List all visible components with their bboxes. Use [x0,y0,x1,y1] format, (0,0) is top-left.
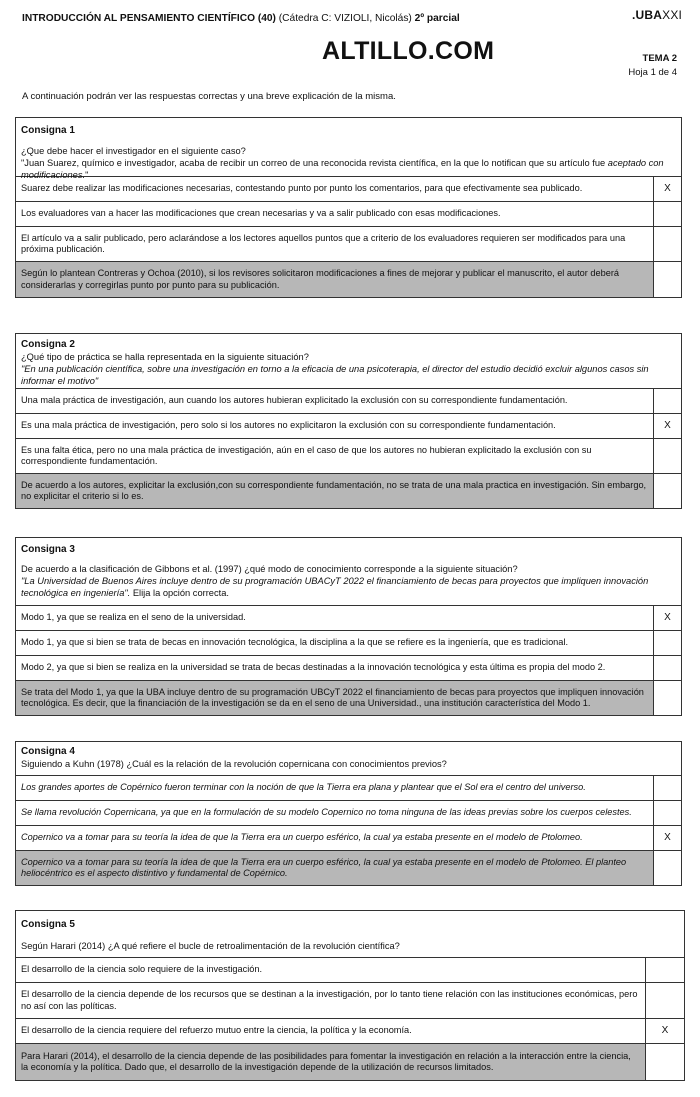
question-header [16,334,681,389]
answer-mark [654,656,681,680]
option-text: Copernico va a tomar para su teoría la idea de que la Tierra era un cuerpo esférico, la cual ya estaba presente en el modelo de Ptolomeo. [16,826,654,850]
question-header [16,118,681,180]
question-header [16,742,681,776]
answer-option [16,202,681,227]
option-text: El desarrollo de la ciencia solo requiere de la investigación. [16,958,646,982]
course-chair: (Cátedra C: VIZIOLI, Nicolás) [275,13,415,24]
answer-mark: X [664,420,671,432]
case-text-italic: aceptado con modificaciones. [21,158,664,180]
explanation-blank-cell [654,851,681,885]
case-text-italic: "La Universidad de Buenos Aires incluye dentro de su programación UBACyT 2022 el financiamiento de becas para proyectos que impliquen innovación tecnológica en ingeniería". [21,576,649,598]
consigna-1 [15,117,682,298]
explanation-text: Copernico va a tomar para su teoría la idea de que la Tierra era un cuerpo esférico, la cual ya estaba presente en el modelo de Ptolomeo. El planteo heliocéntrico es el aspecto distintivo y fundamental de Copérnico. [16,851,654,885]
question-text: ¿Que debe hacer el investigador en el siguiente caso? [21,146,246,156]
course-name: INTRODUCCIÓN AL PENSAMIENTO CIENTÍFICO (40) [22,13,276,24]
option-text: El artículo va a salir publicado, pero aclarándose a los lectores aquellos puntos que a criterio de los evaluadores requieren ser modificados para una próxima publicación. [16,227,654,261]
answer-mark [654,776,681,800]
answer-mark: X [664,832,671,844]
answer-mark: X [661,1025,669,1037]
answer-option [16,776,681,801]
explanation-text: Para Harari (2014), el desarrollo de la ciencia depende de las posibilidades para fomentar la investigación en relación a la interacción entre la ciencia, la economía y la política. Dado que, el desarrollo de la investigación depende de la utilización de recursos limitados. [16,1044,646,1080]
explanation-row [16,262,681,297]
question-title: Consigna 3 [21,544,75,555]
case-text-plain: "Juan Suarez, químico e investigador, acaba de recibir un correo de una reconocida revista científica, en la que lo notifican que su artículo fue [21,158,608,168]
option-text: Modo 2, ya que si bien se realiza en la universidad se trata de becas destinadas a la innovación tecnológica y esta última es propia del modo 2. [16,656,654,680]
explanation-blank-cell [654,681,681,715]
question-text: ¿Qué tipo de práctica se halla representada en la siguiente situación? [21,352,309,362]
answer-option [16,656,681,681]
case-text-end: " [85,170,89,180]
site-logo: ALTILLO.COM [322,37,495,65]
option-text: Modo 1, ya que si bien se trata de becas en innovación tecnológica, la disciplina a la que se refiere es la ingeniería, que es tradicional. [16,631,654,655]
case-text: "En una publicación científica, sobre una investigación en torno a la eficacia de una psicoterapia, el director del estudio decidió excluir algunos casos sin informar el motivo" [21,364,649,386]
question-text: Según Harari (2014) ¿A qué refiere el bucle de retroalimentación de la revolución científica? [21,941,400,951]
answer-mark: X [664,612,671,624]
tema-label: TEMA 2 [642,53,677,64]
option-text: Los evaluadores van a hacer las modificaciones que crean necesarias y va a salir publicado con esas modificaciones. [16,202,654,226]
explanation-text: Se trata del Modo 1, ya que la UBA incluye dentro de su programación UBCyT 2022 el financiamiento de becas para proyectos que impliquen innovación tecnológica. Es decir, que la financiación de la investigación se da en el seno de una Universidad., una institución característica del Modo 1. [16,681,654,715]
answer-option [16,1019,684,1044]
option-text: Se llama revolución Copernicana, ya que en la formulación de su modelo Copernico no toma ninguna de las ideas previas sobre los cuerpos celestes. [16,801,654,825]
case-text-end: Elija la opción correcta. [130,588,229,598]
exam-type: 2º parcial [414,13,460,24]
answer-option [16,414,681,439]
explanation-text: De acuerdo a los autores, explicitar la exclusión,con su correspondiente fundamentación, no se trata de una mala practica en investigación. Sin embargo, no explicitar el criterio si lo es. [16,474,654,508]
answer-mark [654,631,681,655]
answer-mark [646,958,684,982]
question-title: Consigna 2 [21,339,75,350]
consigna-3 [15,537,682,716]
question-title: Consigna 5 [21,919,75,930]
question-header [16,911,684,958]
page-header [0,0,700,110]
answer-option [16,801,681,826]
explanation-row [16,681,681,715]
intro-text: A continuación podrán ver las respuestas correctas y una breve explicación de la misma. [22,91,396,102]
consigna-5 [15,910,685,1081]
explanation-blank-cell [646,1044,684,1080]
option-text: Suarez debe realizar las modificaciones necesarias, contestando punto por punto los comentarios, para que efectivamente sea publicado. [16,177,654,201]
question-text: Siguiendo a Kuhn (1978) ¿Cuál es la relación de la revolución copernicana con conocimientos previos? [21,759,447,769]
option-text: Una mala práctica de investigación, aun cuando los autores hubieran explicitado la exclusión con su correspondiente fundamentación. [16,389,654,413]
answer-option [16,606,681,631]
answer-mark [654,227,681,261]
explanation-text: Según lo plantean Contreras y Ochoa (2010), si los revisores solicitaron modificaciones a fines de mejorar y publicar el manuscrito, el autor deberá considerarlas y corregirlas punto por punto para su publicación. [16,262,654,297]
answer-option [16,958,684,983]
question-title: Consigna 4 [21,746,75,757]
answer-mark: X [664,183,671,195]
consigna-4 [15,741,682,886]
uba-logo-suffix: XXI [662,8,683,22]
answer-mark [654,439,681,473]
uba-logo-text: .UBA [632,8,663,22]
answer-option [16,177,681,202]
answer-option [16,631,681,656]
answer-option [16,389,681,414]
explanation-row [16,474,681,508]
answer-option [16,826,681,851]
answer-mark [646,983,684,1018]
option-text: Es una falta ética, pero no una mala práctica de investigación, aún en el caso de que los autores no hubieran explicitado la exclusión con su correspondiente fundamentación. [16,439,654,473]
option-text: Los grandes aportes de Copérnico fueron terminar con la noción de que la Tierra era plana y plantear que el Sol era el centro del universo. [16,776,654,800]
course-title [22,13,460,24]
answer-mark [654,202,681,226]
question-title: Consigna 1 [21,125,75,136]
option-text: Modo 1, ya que se realiza en el seno de la universidad. [16,606,654,630]
consigna-2 [15,333,682,509]
answer-option [16,983,684,1019]
answer-mark [654,801,681,825]
option-text: El desarrollo de la ciencia depende de los recursos que se destinan a la investigación, por lo tanto tiene relación con las instituciones económicas, pero no así con las políticas. [16,983,646,1018]
answer-option [16,227,681,262]
question-text: De acuerdo a la clasificación de Gibbons et al. (1997) ¿qué modo de conocimiento corresponde a la siguiente situación? [21,564,518,574]
explanation-row [16,1044,684,1080]
option-text: Es una mala práctica de investigación, pero solo si los autores no explicitaron la exclusión con su correspondiente fundamentación. [16,414,654,438]
explanation-blank-cell [654,474,681,508]
explanation-row [16,851,681,885]
answer-mark [654,389,681,413]
question-header [16,538,681,606]
page-number: Hoja 1 de 4 [628,67,677,78]
option-text: El desarrollo de la ciencia requiere del refuerzo mutuo entre la ciencia, la política y la economía. [16,1019,646,1043]
uba-logo [632,8,682,22]
explanation-blank-cell [654,262,681,297]
answer-option [16,439,681,474]
case-text [21,576,648,598]
